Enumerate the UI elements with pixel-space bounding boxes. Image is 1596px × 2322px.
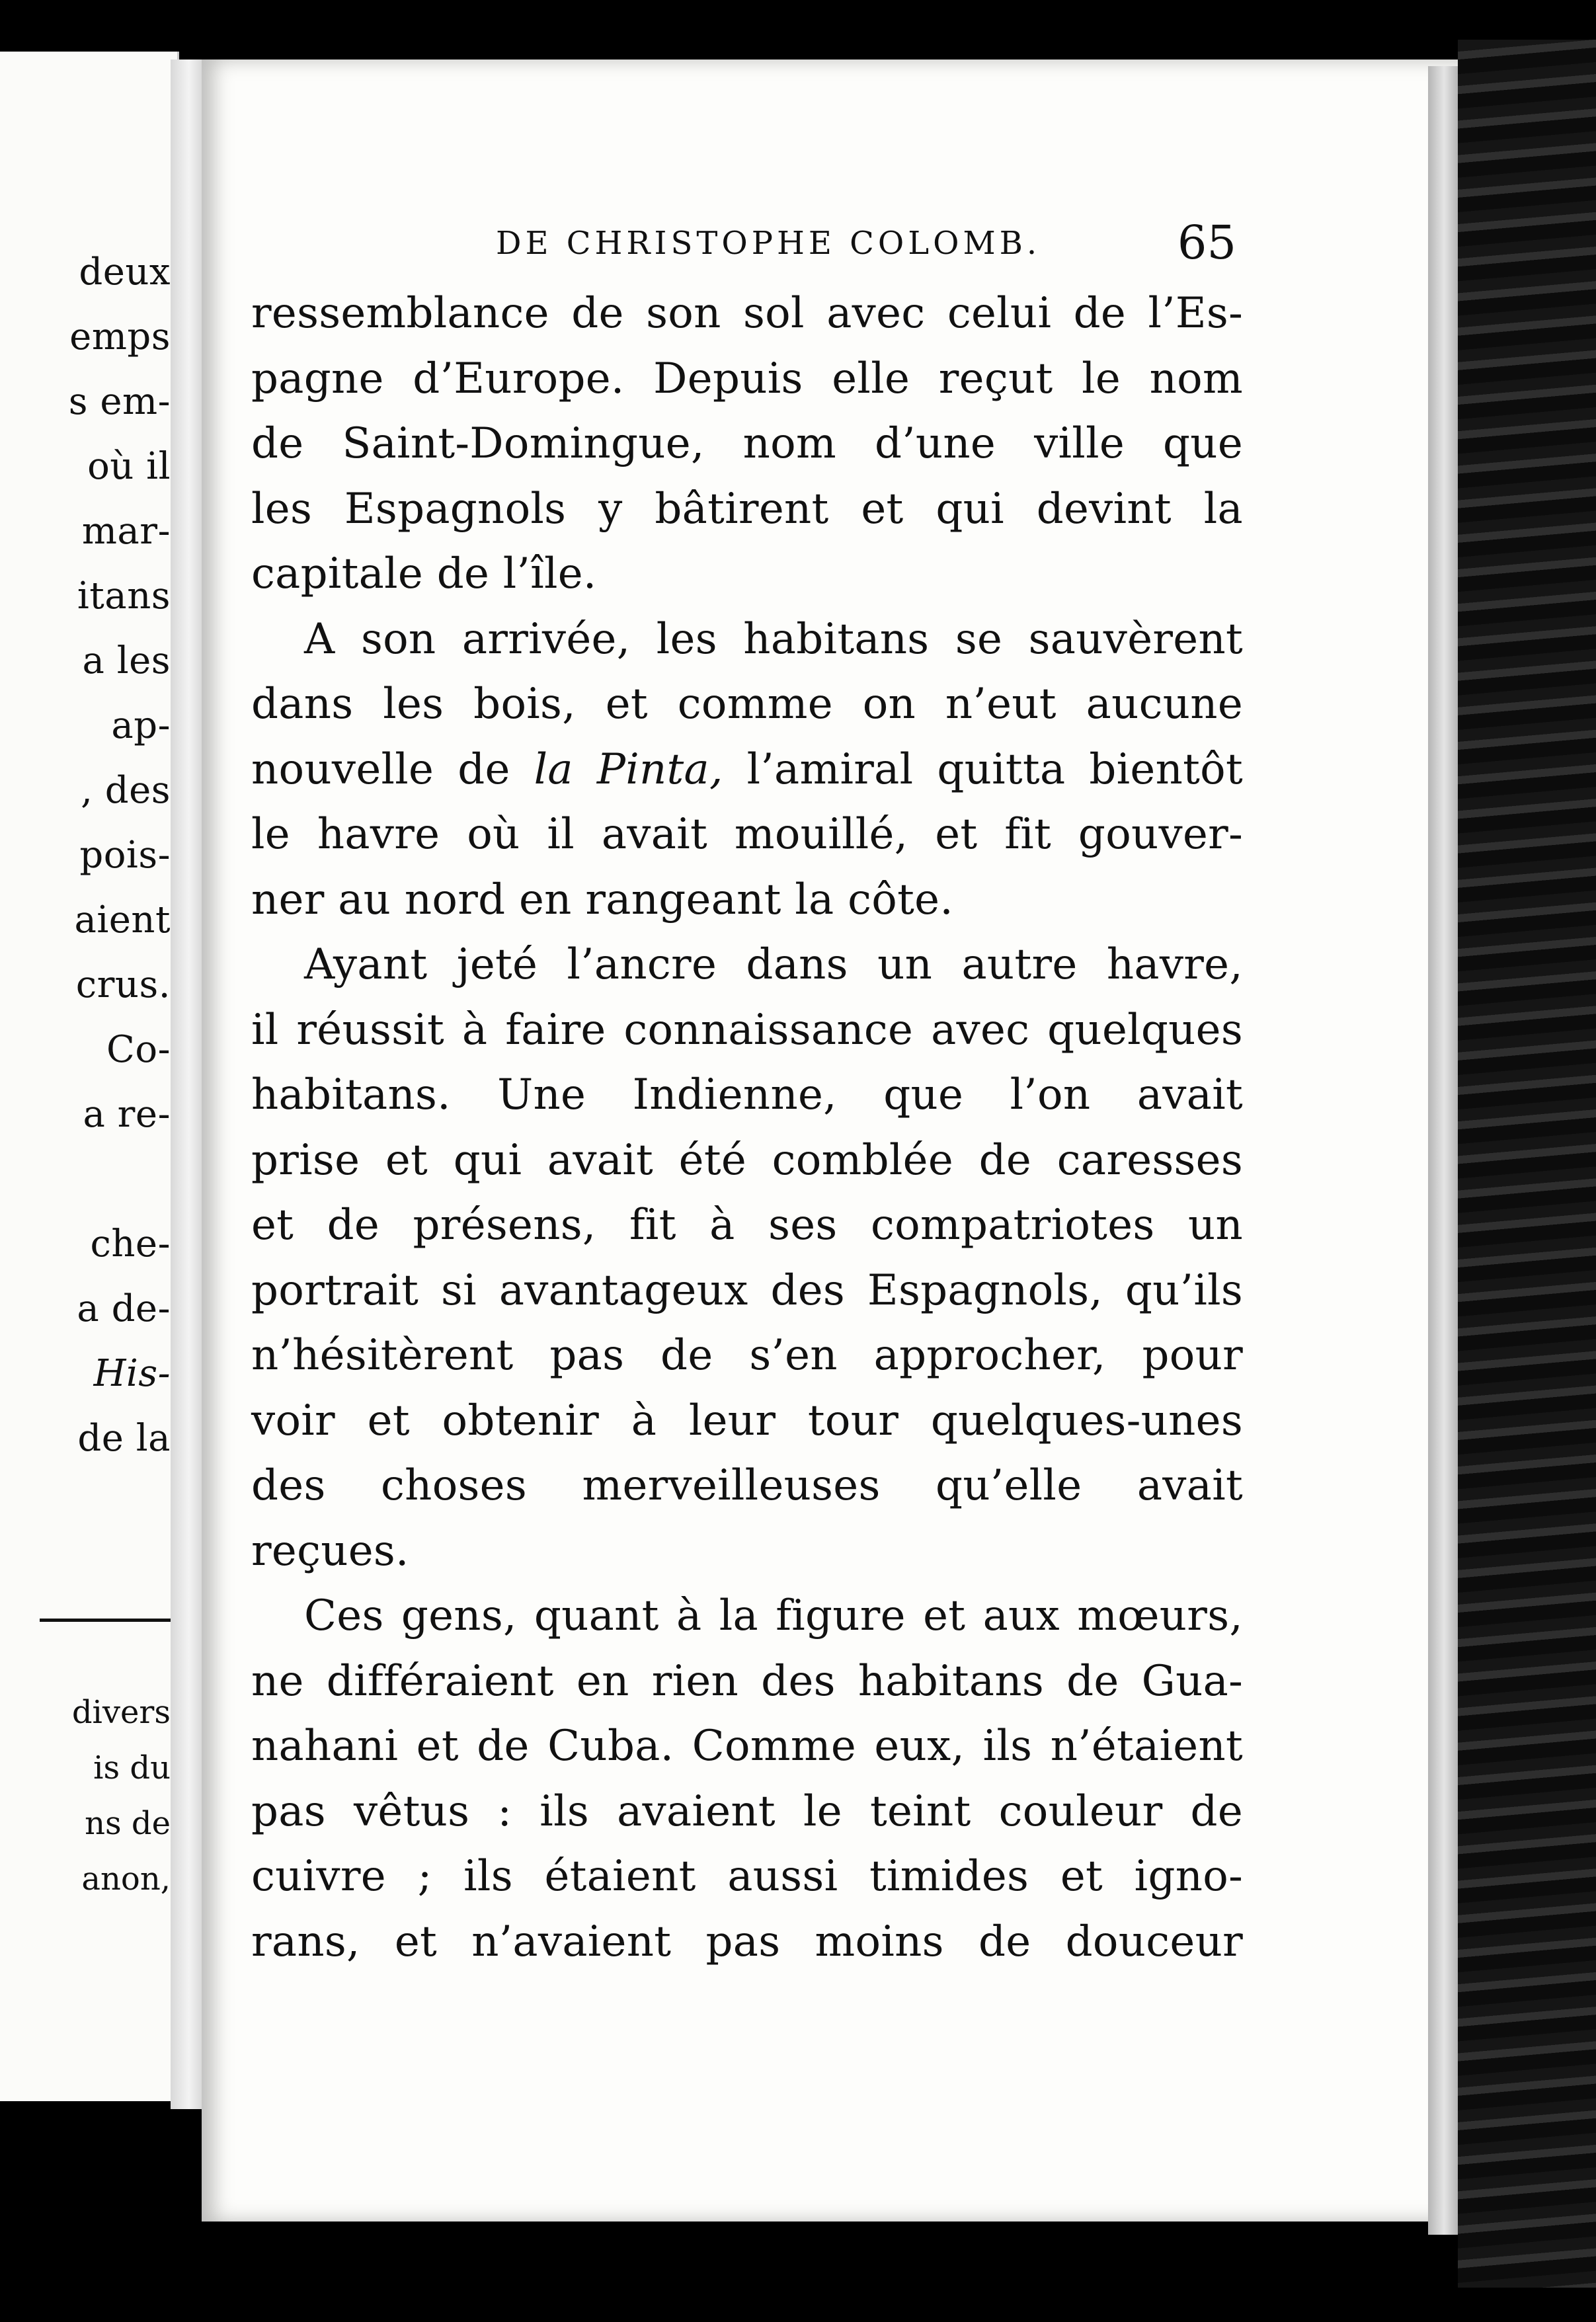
footnote-rule xyxy=(40,1619,172,1622)
facing-line: a re- xyxy=(83,1093,171,1136)
text-line: prise et qui avait été comblée de caresses xyxy=(251,1135,1243,1185)
facing-line: emps xyxy=(69,315,171,358)
text-line: de Saint-Domingue, nom d’une ville que xyxy=(251,419,1243,468)
paragraph xyxy=(251,281,1243,607)
facing-line: crus. xyxy=(75,963,171,1006)
text-line: nahani et de Cuba. Comme eux, ils n’étaient xyxy=(251,1722,1243,1771)
text-line: pagne d’Europe. Depuis elle reçut le nom xyxy=(251,354,1243,403)
text-line: Ces gens, quant à la figure et aux mœurs, xyxy=(304,1591,1243,1640)
text-line: Ayant jeté l’ancre dans un autre havre, xyxy=(304,940,1243,989)
text-line xyxy=(251,737,1243,803)
facing-line xyxy=(69,1147,171,1212)
facing-line: où il xyxy=(87,445,171,488)
text-line: ner au nord en rangeant la côte. xyxy=(251,875,953,924)
text-line: ressemblance de son sol avec celui de l’Es- xyxy=(251,289,1243,338)
facing-line: che- xyxy=(90,1222,171,1265)
facing-line: pois- xyxy=(79,834,171,877)
facing-page-text xyxy=(69,240,171,1471)
text-line: ne différaient en rien des habitans de Gua- xyxy=(251,1656,1243,1706)
text-line: capitale de l’île. xyxy=(251,549,597,598)
facing-line: His- xyxy=(93,1352,171,1395)
book-binding xyxy=(1458,40,1596,2288)
text-line: A son arrivée, les habitans se sauvèrent xyxy=(304,614,1243,664)
ship-name: la Pinta, xyxy=(534,744,723,794)
text-line: les Espagnols y bâtirent et qui devint la xyxy=(251,484,1243,534)
footnote-line: ns de xyxy=(85,1805,171,1842)
text-line: pas vêtus : ils avaient le teint couleur de xyxy=(251,1786,1243,1836)
facing-page xyxy=(0,52,179,2101)
text-line: il réussit à faire connaissance avec quelques xyxy=(251,1005,1243,1055)
facing-footnotes xyxy=(72,1685,171,1907)
facing-line: Co- xyxy=(106,1028,171,1071)
facing-line: a les xyxy=(82,639,171,682)
text-segment: nouvelle de xyxy=(251,744,534,794)
text-line: et de présens, fit à ses compatriotes un xyxy=(251,1201,1243,1250)
facing-line: itans xyxy=(77,575,171,618)
text-line: des choses merveilleuses qu’elle avait xyxy=(251,1461,1243,1510)
text-line: reçues. xyxy=(251,1526,409,1576)
facing-line: , des xyxy=(81,769,171,812)
text-segment: l’amiral quitta bientôt xyxy=(723,744,1243,794)
text-line: dans les bois, et comme on n’eut aucune xyxy=(251,680,1243,729)
paragraph xyxy=(251,932,1243,1583)
text-line: le havre où il avait mouillé, et fit gouver- xyxy=(251,810,1243,859)
text-line: portrait si avantageux des Espagnols, qu’ils xyxy=(251,1265,1243,1315)
text-line: n’hésitèrent pas de s’en approcher, pour xyxy=(251,1331,1243,1380)
facing-line: de la xyxy=(77,1417,171,1460)
footnote-line: is du xyxy=(93,1749,171,1786)
text-line: rans, et n’avaient pas moins de douceur xyxy=(251,1917,1243,1966)
facing-line: aient xyxy=(74,899,171,941)
footnote-line: anon, xyxy=(81,1861,171,1898)
facing-line: s em- xyxy=(68,380,171,423)
body-text xyxy=(251,281,1243,1974)
page-number: 65 xyxy=(1177,216,1236,270)
text-line: habitans. Une Indienne, que l’on avait xyxy=(251,1070,1243,1119)
facing-line: mar- xyxy=(81,510,171,553)
facing-line: a de- xyxy=(77,1287,171,1330)
paragraph xyxy=(251,1583,1243,1974)
text-line: voir et obtenir à leur tour quelques-unes xyxy=(251,1396,1243,1445)
footnote-line: divers xyxy=(71,1694,171,1731)
facing-line: deux xyxy=(79,251,171,294)
text-line: cuivre ; ils étaient aussi timides et igno- xyxy=(251,1852,1243,1901)
paragraph xyxy=(251,607,1243,933)
facing-line: ap- xyxy=(111,704,171,747)
page-header xyxy=(298,218,1236,278)
running-head: DE CHRISTOPHE COLOMB. xyxy=(496,225,1041,262)
